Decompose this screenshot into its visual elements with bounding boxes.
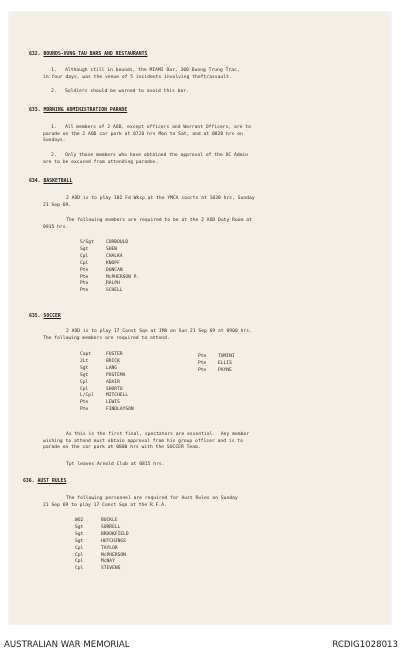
- paragraph-line: The following members are required to be at the 2 AOD Duty Room at: [66, 218, 252, 223]
- section-number: 632.: [29, 52, 41, 57]
- member-name: POSTEMA: [106, 372, 126, 378]
- roster-row: [75, 518, 129, 525]
- member-name: LANG: [106, 365, 118, 371]
- rank: Pte: [80, 288, 89, 294]
- rank: Capt: [80, 352, 92, 357]
- rank: Sgt: [75, 524, 84, 530]
- member-name: BRICK: [106, 358, 120, 364]
- paragraph-line: Sundays.: [43, 138, 66, 143]
- rank: Cpl: [75, 552, 84, 558]
- paragraph-line: parade on the 2 AOD car park at 0720 hrs Mon to Sat, and at 0820 hrs on: [43, 131, 243, 137]
- rank: Sgt: [80, 246, 89, 252]
- paragraph-line: 2 AOD is to play 102 Fd Wksp at the YMCA courts at 1030 hrs, Sunday: [66, 196, 255, 201]
- roster-row: [80, 352, 134, 359]
- section-title: BOUNDS-VUNG TAU BARS AND RESTAURANTS: [43, 52, 148, 57]
- section-632-heading: [29, 52, 147, 58]
- roster-row: [80, 359, 134, 366]
- member-name: MITCHELL: [106, 393, 129, 399]
- member-name: TAYLOR: [101, 545, 118, 551]
- paragraph-line: As this is the first final, spectators are essential. Any member: [66, 432, 250, 437]
- soccer-roster-left: [80, 352, 134, 414]
- rank: L/Cpl: [80, 393, 94, 399]
- rank: Sgt: [75, 538, 84, 544]
- member-name: SCHELL: [106, 288, 123, 294]
- section-633-heading: [29, 108, 127, 114]
- member-name: KNOPF: [106, 260, 120, 266]
- member-name: ADAIR: [106, 379, 120, 385]
- rank: Cpl: [75, 545, 84, 551]
- rank: Pte: [198, 360, 207, 366]
- roster-row: [80, 407, 134, 414]
- section-number: 635.: [29, 314, 41, 319]
- roster-row: [80, 254, 139, 261]
- roster-row: [80, 247, 139, 254]
- paragraph-line: 21 Sep 69.: [43, 202, 72, 208]
- section-number: 636.: [23, 479, 35, 484]
- rank: Pte: [80, 407, 89, 413]
- member-name: HUTCHINGS: [101, 538, 126, 544]
- rank: Cpl: [80, 253, 89, 259]
- member-name: SHEW: [106, 246, 118, 252]
- paragraph-line: 1. All members of 2 AOD, except officers and Warrant Officers, are to: [51, 125, 251, 130]
- paragraph-line: 21 Sep 69 to play 17 Const Sqn at the R.F.A.: [43, 502, 167, 508]
- roster-row: [75, 546, 129, 553]
- member-name: LEWIS: [106, 400, 120, 406]
- roster-row: [198, 368, 235, 375]
- section-title: MORNING ADMINISTRATION PARADE: [43, 108, 128, 113]
- roster-row: [80, 373, 134, 380]
- roster-row: [80, 261, 139, 268]
- aust-rules-roster: [75, 518, 129, 573]
- member-name: ELLIS: [218, 360, 232, 366]
- roster-row: [75, 525, 129, 532]
- rank: Sgt: [80, 372, 89, 378]
- rank: Cpl: [80, 260, 89, 266]
- paragraph-line: The following members are required to attend.: [43, 335, 170, 341]
- roster-row: [80, 380, 134, 387]
- section-title: AUST RULES: [37, 479, 67, 484]
- paragraph-line: parade on the car park at 0800 hrs with the SOCCER Team.: [43, 445, 201, 450]
- section-number: 633.: [29, 108, 41, 113]
- rank: Sgt: [80, 365, 89, 371]
- rank: Sgt: [75, 531, 84, 537]
- section-634-heading: [29, 179, 72, 185]
- paragraph-line: 1. Although still in bounds, the MIAMI Bar, 300 Duong Trung Trac,: [51, 68, 240, 73]
- paragraph-line: 2 AOD is to play 17 Const Sqn at JMA on Sun 21 Sep 69 at 0900 hrs.: [66, 329, 252, 334]
- rank: Pte: [80, 281, 89, 287]
- roster-row: [75, 566, 129, 573]
- roster-row: [198, 361, 235, 368]
- section-635-heading: [29, 314, 61, 320]
- section-636-heading: [23, 479, 66, 485]
- paragraph-line: 0915 hrs.: [43, 224, 69, 230]
- member-name: DUNCAN: [106, 267, 123, 273]
- member-name: McNAY: [101, 559, 115, 565]
- member-name: CORBOULD: [106, 240, 129, 245]
- rank: WO2: [75, 518, 84, 523]
- rank: 2Lt: [80, 358, 89, 364]
- paragraph-line: wishing to attend must obtain approval from his group officer and is to: [43, 438, 243, 444]
- paragraph-line: 2. Soldiers should be warned to avoid this bar.: [51, 89, 189, 94]
- roster-row: [80, 240, 139, 247]
- roster-row: [80, 366, 134, 373]
- soccer-roster-right: [198, 354, 235, 375]
- roster-row: [80, 288, 139, 295]
- basketball-roster: [80, 240, 139, 295]
- member-name: BUCKLE: [101, 518, 118, 523]
- member-name: CHALKA: [106, 253, 123, 259]
- member-name: SORRELL: [101, 524, 121, 530]
- record-id: RCDIG1028013: [332, 640, 398, 650]
- rank: Pte: [80, 274, 89, 280]
- section-number: 634.: [29, 179, 41, 184]
- paragraph-line: are to be excused from attending parades.: [43, 159, 159, 165]
- rank: Cpl: [80, 379, 89, 385]
- member-name: McPHERSON: [101, 552, 126, 558]
- member-name: STEVENS: [101, 566, 121, 572]
- rank: S/Sgt: [80, 240, 94, 245]
- paragraph-line: 2. Only those members who have obtained the approval of the OC Admin: [51, 153, 249, 158]
- member-name: FOSTER: [106, 352, 123, 357]
- member-name: SHORTO: [106, 386, 123, 392]
- rank: Cpl: [75, 559, 84, 565]
- rank: Cpl: [80, 386, 89, 392]
- member-name: FINDLAYSON: [106, 407, 134, 413]
- rank: Pte: [80, 400, 89, 406]
- rank: Pte: [80, 267, 89, 273]
- section-title: SOCCER: [43, 314, 61, 319]
- rank: Cpl: [75, 566, 84, 572]
- section-title: BASKETBALL: [43, 179, 73, 184]
- rank: Pte: [198, 354, 207, 359]
- document-page: [9, 12, 391, 624]
- member-name: PAYNE: [218, 367, 232, 373]
- member-name: RALPH: [106, 281, 120, 287]
- paragraph-line: The following personnel are required for Aust Rules on Sunday: [66, 496, 238, 501]
- rank: Pte: [198, 367, 207, 373]
- member-name: BROOKFIELD: [101, 531, 129, 537]
- paragraph-line: Tpt leaves Arnold Club at 0815 hrs.: [66, 462, 165, 467]
- roster-row: [75, 539, 129, 546]
- paragraph-line: in four days, was the venue of 5 incidents involving theft/assault.: [43, 74, 232, 80]
- member-name: McPHERSON P.: [106, 274, 140, 280]
- archive-footer: [0, 638, 406, 654]
- roster-row: [198, 354, 235, 361]
- archive-name: AUSTRALIAN WAR MEMORIAL: [4, 640, 130, 650]
- roster-row: [75, 532, 129, 539]
- member-name: TUMINI: [218, 354, 235, 359]
- roster-row: [80, 268, 139, 275]
